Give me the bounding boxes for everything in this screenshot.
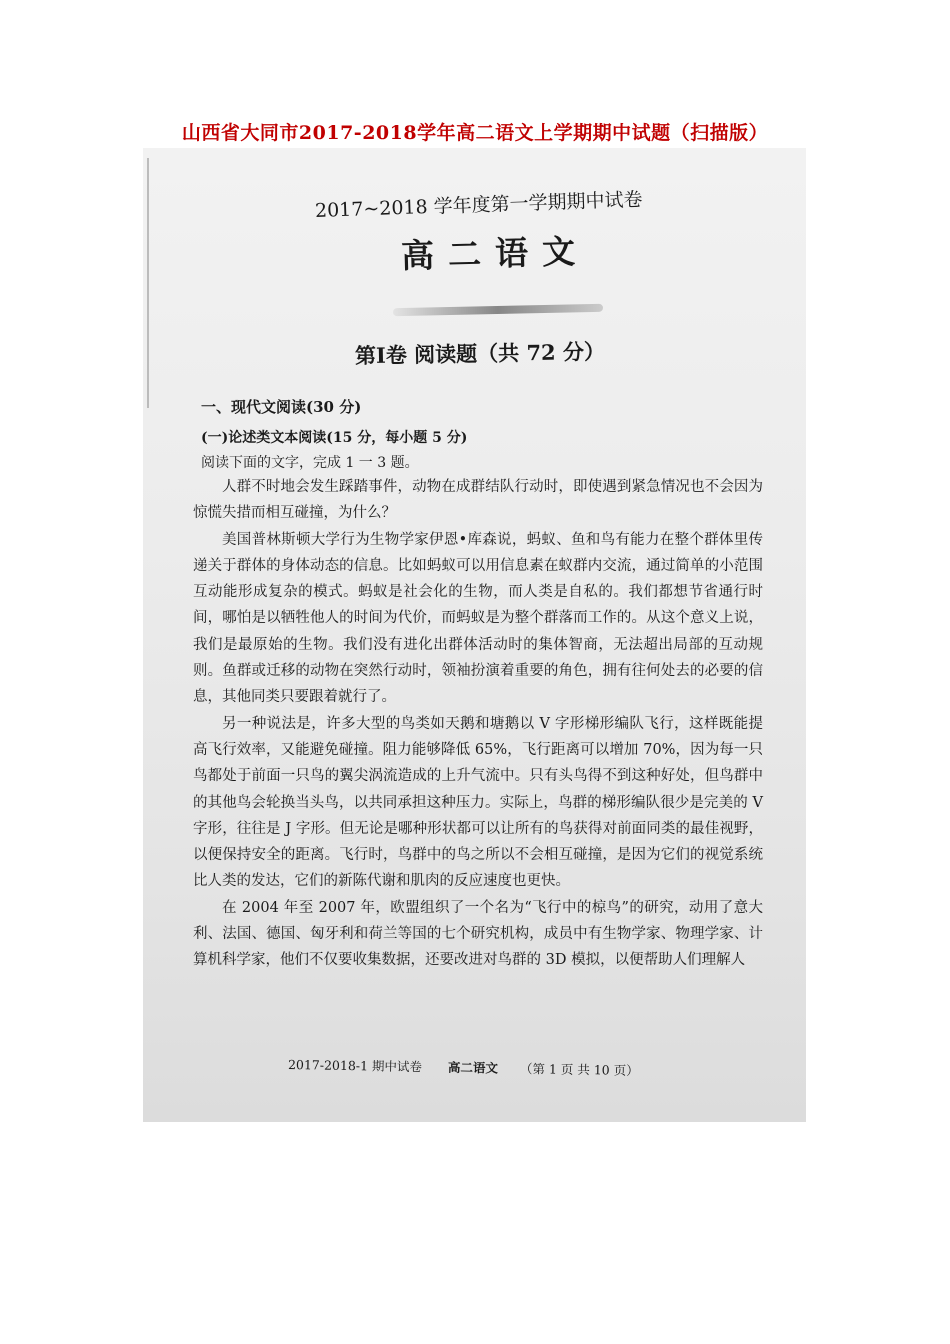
passage-paragraph: 美国普林斯顿大学行为生物学家伊恩•库森说，蚂蚁、鱼和鸟有能力在整个群体里传递关于群体的身体动态的信息。比如蚂蚁可以用信息素在蚁群内交流，通过简单的小范围互动能形成复杂的模式。蚂蚁是社会化的生物，而人类是自私的。我们都想节省通行时间，哪怕是以牺牲他人的时间为代价，而蚂蚁是为整个群落而工作的。从这个意义上说，我们是最原始的生物。我们没有进化出群体活动时的集体智商，无法超出局部的互动规则。鱼群或迁移的动物在突然行动时，领袖扮演着重要的角色，拥有往何处去的必要的信息，其他同类只要跟着就行了。 [193, 531, 763, 706]
footer-exam-code: 2017-2018-1 期中试卷 [287, 1056, 423, 1075]
passage-paragraph: 人群不时地会发生踩踏事件，动物在成群结队行动时，即使遇到紧急情况也不会因为惊慌失措而相互碰撞，为什么？ [193, 479, 763, 522]
exam-heading: 2017~2018 学年度第一学期期中试卷 [314, 188, 643, 222]
section-heading-modern-reading: 一、现代文阅读(30 分) [201, 398, 362, 416]
part-title: 第Ⅰ卷 阅读题（共 72 分） [354, 338, 606, 369]
page-footer [288, 1055, 639, 1079]
exam-subject: 高二语文 [400, 231, 590, 276]
passage-paragraph: 在 2004 年至 2007 年，欧盟组织了一个名为“飞行中的椋鸟”的研究，动用了意大利、法国、德国、匈牙利和荷兰等国的七个研究机构，成员中有生物学家、物理学家、计算机科学家，他们不仅要收集数据，还要改进对鸟群的 3D 模拟，以便帮助人们理解人 [193, 899, 763, 969]
scanned-exam-page [143, 148, 806, 1122]
scan-edge-shadow [147, 158, 149, 408]
document-title: 山西省大同市2017-2018学年高二语文上学期期中试题（扫描版） [181, 122, 769, 144]
reading-instruction: 阅读下面的文字，完成 1 一 3 题。 [201, 455, 419, 471]
reading-passage [193, 474, 763, 974]
passage-paragraph: 另一种说法是，许多大型的鸟类如天鹅和塘鹅以 V 字形梯形编队飞行，这样既能提高飞行效率，又能避免碰撞。阻力能够降低 65%，飞行距离可以增加 70%，因为每一只鸟都处于前面一只鸟的翼尖涡流造成的上升气流中。只有头鸟得不到这种好处，但鸟群中的其他鸟会轮换当头鸟，以共同承担这种压力。实际上，鸟群的梯形编队很少是完美的 V 字形，往往是 J 字形。但无论是哪种形状都可以让所有的鸟获得对前面同类的最佳视野，以便保持安全的距离。飞行时，鸟群中的鸟之所以不会相互碰撞，是因为它们的视觉系统比人类的发达，它们的新陈代谢和肌肉的反应速度也更快。 [193, 715, 763, 890]
redaction-smudge [393, 304, 603, 316]
footer-subject: 高二语文 [447, 1059, 499, 1076]
section-heading-argumentative: (一)论述类文本阅读(15 分，每小题 5 分) [201, 430, 468, 446]
footer-page-number: （第 1 页 共 10 页） [519, 1060, 639, 1079]
